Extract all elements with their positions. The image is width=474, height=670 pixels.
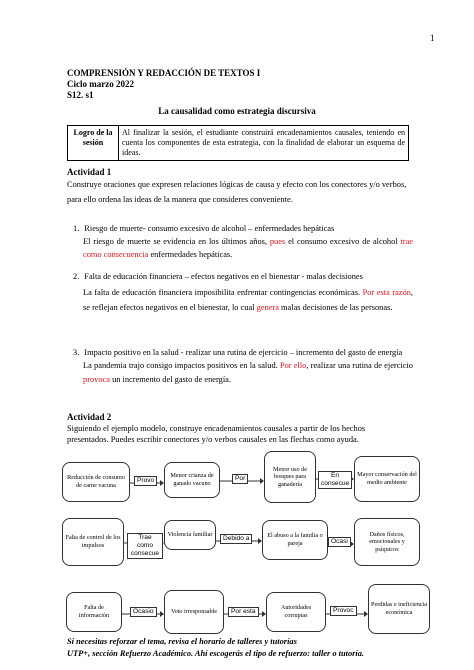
item-3 (73, 346, 413, 387)
cause-box: Violencia familiar (164, 520, 216, 550)
cause-box: Voto irresponsable (164, 590, 224, 634)
item-number: 3. (73, 348, 80, 357)
sentence-part: El riesgo de muerte se evidencia en los últimos años, (83, 237, 270, 246)
connector: provoca (83, 375, 110, 384)
cause-box: Menor uso de bosques para ganadería (264, 451, 316, 503)
arrow-label: Por esta (228, 607, 259, 617)
arrow-label: Ocasi (328, 537, 351, 547)
logro-text: Al finalizar la sesión, el estudiante construirá encadenamientos causales, teniendo en cuenta los componentes de esta estrategia, con la finalidad de elaborar un esquema de ideas. (119, 126, 409, 161)
arrow-label: Provoc (330, 606, 357, 616)
actividad-1-instruction-line2: para ello ordena las ideas de la manera que consideres conveniente. (67, 195, 293, 204)
cycle-label: Ciclo marzo 2022 (67, 79, 134, 89)
connector: pues (269, 237, 286, 246)
item-1 (73, 222, 413, 261)
connector: genera (256, 303, 279, 312)
connector: Por ello (279, 361, 307, 370)
cause-box: Falta de información (66, 592, 122, 632)
arrow-label: Trae como consecue (127, 533, 163, 559)
item-2 (73, 270, 413, 315)
item-heading: Falta de educación financiera – efectos negativos en el bienestar - malas decisiones (84, 272, 363, 281)
actividad-2-title: Actividad 2 (67, 412, 112, 422)
item-number: 2. (73, 272, 80, 281)
actividad-2-instruction-line1: Siguiendo el ejemplo modelo, construye encadenamientos causales a partir de los hechos (67, 424, 366, 433)
footer-line-2: UTP+, sección Refuerzo Académico. Ahí escogerás el tipo de refuerzo: taller o tutoría. (67, 649, 365, 658)
page-number: 1 (430, 33, 435, 43)
arrow-label: Por (232, 474, 248, 484)
cause-box: El abuso a la familia o pareja (262, 520, 328, 560)
arrow-label: En consecue (318, 471, 352, 489)
logro-table (67, 125, 409, 161)
sentence-part: malas decisiones de las personas. (278, 303, 393, 312)
cause-box: Falta de control de los impulsos (62, 518, 124, 566)
effect-box: Daños físicos, emocionales y psíquicos (354, 518, 420, 566)
sentence-part: enfermedades hepáticas. (148, 250, 233, 259)
arrow-label: Debido a (220, 534, 252, 544)
item-heading: Impacto positivo en la salud - realizar una rutina de ejercicio – incremento del gasto de energía (84, 348, 403, 357)
cause-box: Autoridades corruptas (266, 592, 326, 632)
item-number: 1. (73, 224, 80, 233)
footer-line-1: Si necesitas reforzar el tema, revisa el horario de talleres y tutorías (67, 637, 297, 646)
sentence-part: La falta de educación financiera imposibilita enfrentar contingencias económicas. (83, 288, 363, 297)
course-title: COMPRENSIÓN Y REDACCIÓN DE TEXTOS I (67, 68, 261, 78)
effect-box: Mayor conservación del medio ambiente (354, 456, 420, 502)
arrow-label: Provo (134, 476, 157, 486)
cause-box: Menor crianza de ganado vacuno (164, 462, 220, 498)
effect-box: Perdidas e ineficiencia económica (368, 584, 430, 634)
logro-label: Logro de la sesión (68, 126, 119, 161)
sentence-part: La pandemia trajo consigo impactos positivos en la salud. (83, 361, 280, 370)
cause-box: Reducción de consumo de carne vacuna (62, 462, 130, 502)
sentence-part: un incremento del gasto de energía. (109, 375, 231, 384)
session-code: S12. s1 (67, 90, 94, 100)
item-heading: Riesgo de muerte- consumo excesivo de alcohol – enfermedades hepáticas (84, 224, 335, 233)
document-title: La causalidad como estrategia discursiva (158, 106, 316, 116)
actividad-2-instruction-line2: presentados. Puedes escribir conectores y/o verbos causales en las flechas como ayuda. (67, 435, 359, 444)
sentence-part: , se reflejan efectos negativos en el bienestar, lo cual (83, 288, 413, 312)
connector: Por esta razón (362, 288, 411, 297)
connector: trae como consecuencia (83, 237, 414, 259)
sentence-part: el consumo excesivo de alcohol (285, 237, 401, 246)
actividad-1-instruction-line1: Construye oraciones que expresen relaciones lógicas de causa y efecto con los conectores y/o verbos, (67, 180, 407, 189)
arrow-label: Ocasio (130, 607, 157, 617)
actividad-1-title: Actividad 1 (67, 167, 112, 177)
sentence-part: , realizar una rutina de ejercicio (306, 361, 413, 370)
